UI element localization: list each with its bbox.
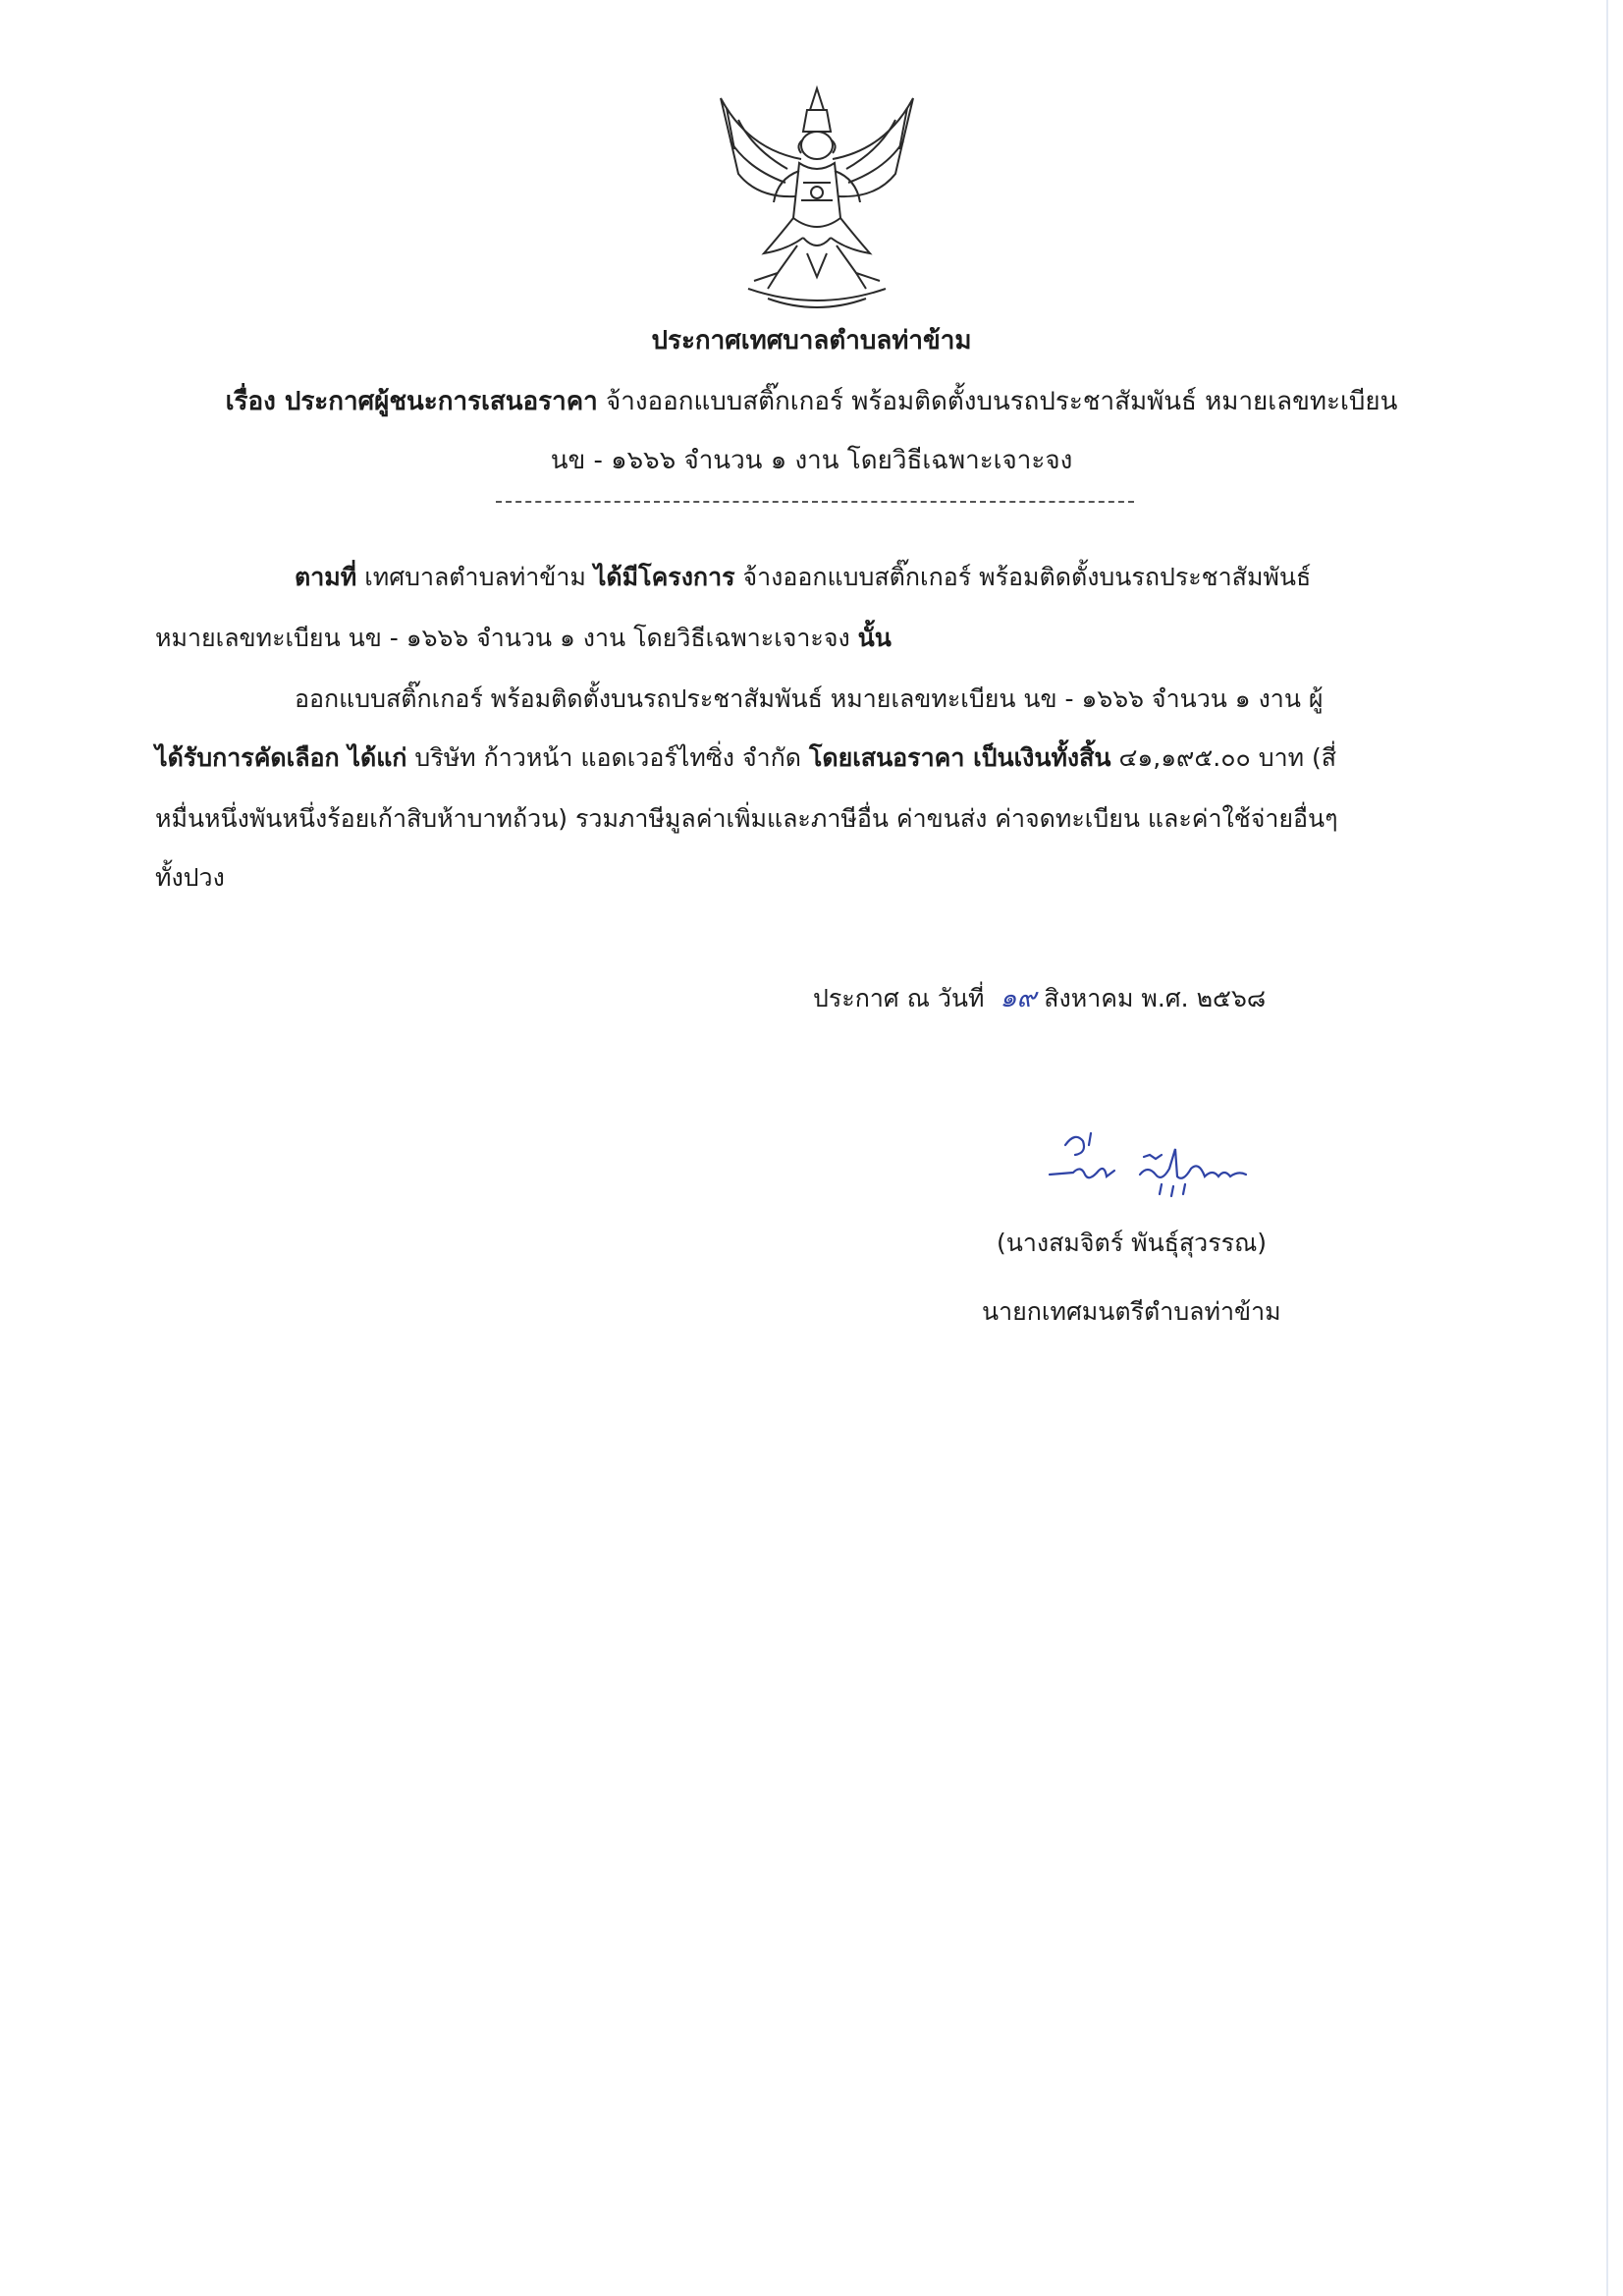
date-label: ประกาศ ณ วันที่: [813, 984, 985, 1012]
paragraph-1-line-2: [155, 619, 892, 658]
announcement-date: [813, 976, 1266, 1018]
p1-org: เทศบาลตำบลท่าข้าม: [364, 563, 586, 591]
separator-line: [496, 501, 1134, 503]
signatory-name: [997, 1224, 1267, 1263]
paragraph-2-line-2: [155, 738, 1336, 778]
subject-text-2: นข - ๑๖๖๖ จำนวน ๑ งาน โดยวิธีเฉพาะเจาะจง: [550, 446, 1073, 475]
p1-end: นั้น: [857, 624, 892, 652]
p2-line3: หมื่นหนึ่งพันหนึ่งร้อยเก้าสิบห้าบาทถ้วน) รวมภาษีมูลค่าเพิ่มและภาษีอื่น ค่าขนส่ง ค่าจดทะเบียน และค่าใช้จ่ายอื่นๆ: [155, 804, 1338, 833]
p2-line4: ทั้งปวง: [155, 863, 225, 892]
p2-line1: ออกแบบสติ๊กเกอร์ พร้อมติดตั้งบนรถประชาสัมพันธ์ หมายเลขทะเบียน นข - ๑๖๖๖ จำนวน ๑ งาน ผู้: [295, 684, 1324, 713]
p1-mid: ได้มีโครงการ: [593, 563, 735, 591]
subject-label: เรื่อง ประกาศผู้ชนะการเสนอราคา: [225, 387, 598, 416]
announcement-title: [0, 320, 1623, 360]
p1-line2: หมายเลขทะเบียน นข - ๑๖๖๖ จำนวน ๑ งาน โดยวิธีเฉพาะเจาะจง: [155, 624, 850, 652]
signatory-name-text: (นางสมจิตร์ พันธุ์สุวรรณ): [997, 1229, 1268, 1257]
p2-selected-label: ได้รับการคัดเลือก ได้แก่: [155, 743, 407, 772]
signatory-position: [982, 1292, 1281, 1332]
paragraph-2-line-1: [295, 680, 1324, 719]
paragraph-2-line-3: [155, 799, 1338, 839]
subject-line-1: [0, 381, 1623, 421]
issuer-title: ประกาศเทศบาลตำบลท่าข้าม: [651, 326, 972, 355]
p2-amount: ๔๑,๑๙๕.๐๐ บาท (สี่: [1118, 743, 1337, 772]
paragraph-1-line-1: [295, 558, 1311, 597]
handwritten-signature: [1046, 1125, 1281, 1204]
garuda-emblem-icon: [709, 81, 925, 316]
subject-text-1: จ้างออกแบบสติ๊กเกอร์ พร้อมติดตั้งบนรถประชาสัมพันธ์ หมายเลขทะเบียน: [606, 387, 1398, 416]
p1-project: จ้างออกแบบสติ๊กเกอร์ พร้อมติดตั้งบนรถประชาสัมพันธ์: [742, 563, 1312, 591]
subject-line-2: [0, 440, 1623, 480]
p2-company: บริษัท ก้าวหน้า แอดเวอร์ไทซิ่ง จำกัด: [414, 743, 801, 772]
signatory-position-text: นายกเทศมนตรีตำบลท่าข้าม: [982, 1297, 1281, 1326]
p2-offer-label: โดยเสนอราคา เป็นเงินทั้งสิ้น: [808, 743, 1111, 772]
paragraph-2-line-4: [155, 858, 225, 898]
date-month-year: สิงหาคม พ.ศ. ๒๕๖๘: [1044, 984, 1267, 1012]
date-day: ๑๙: [1000, 983, 1037, 1013]
p1-lead: ตามที่: [295, 563, 357, 591]
